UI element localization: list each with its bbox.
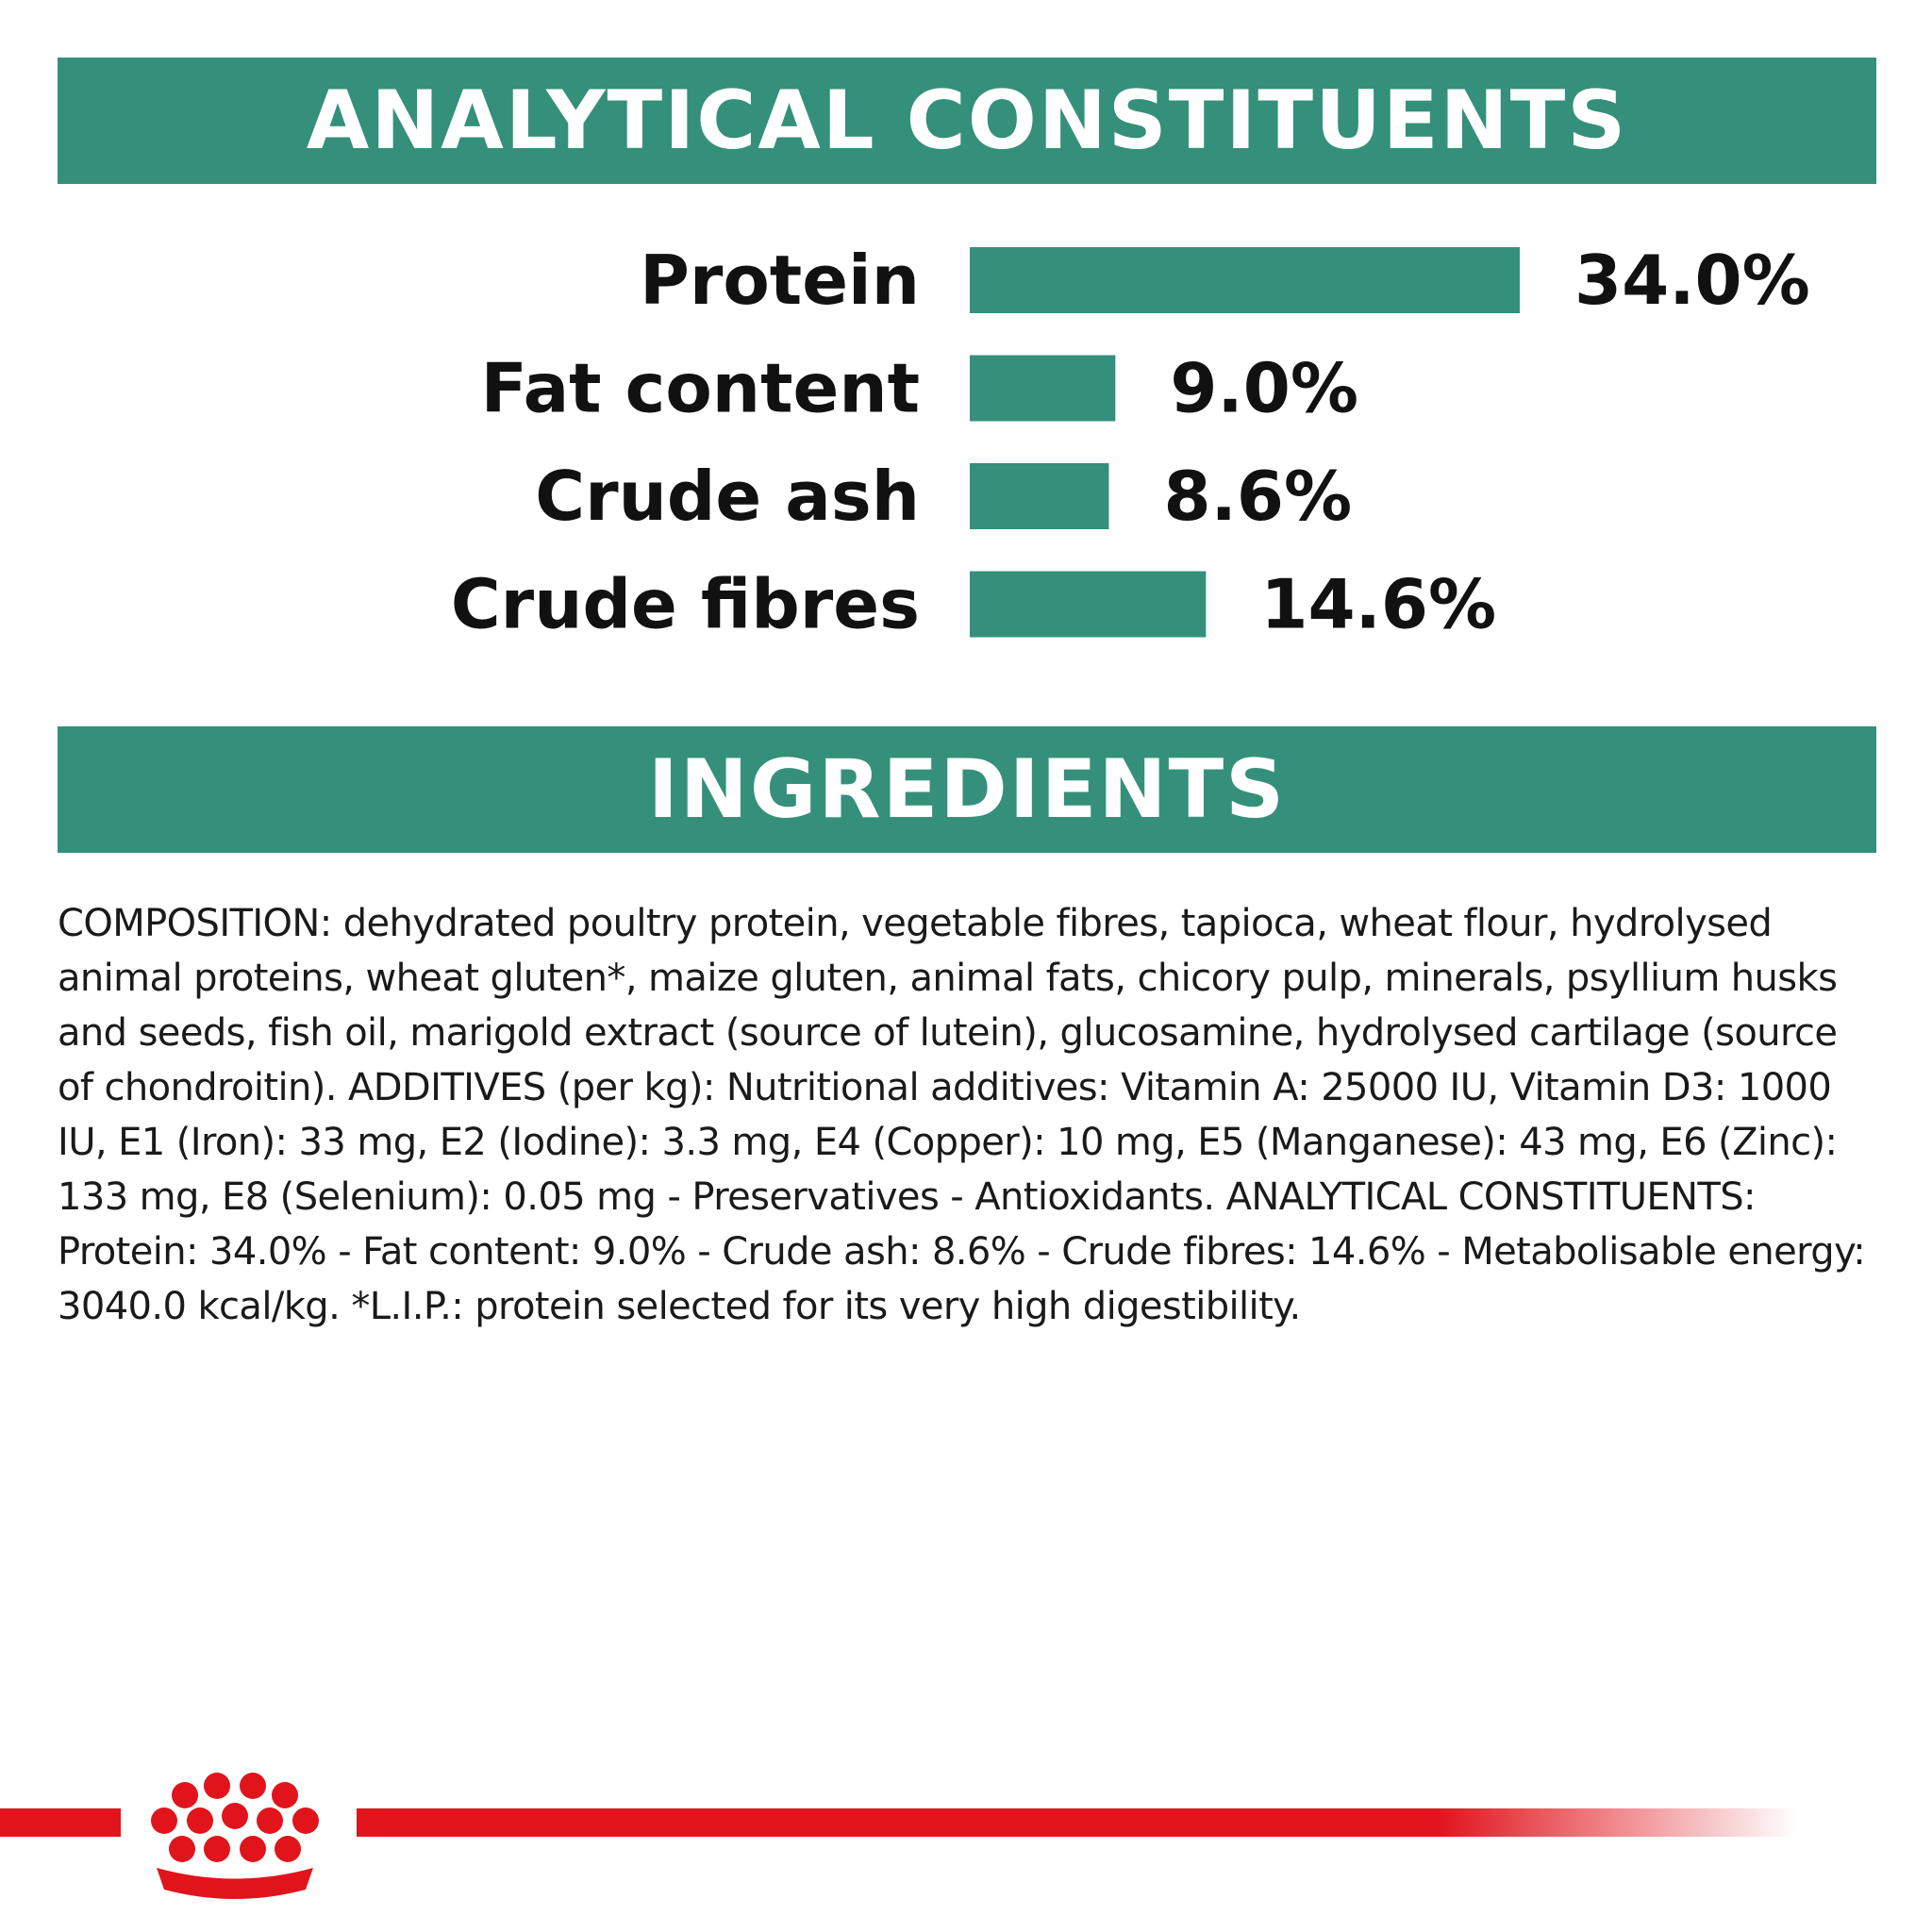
value-label-0: 34.0% — [1574, 241, 1810, 320]
category-label-2: Crude ash — [535, 457, 920, 536]
value-label-1: 9.0% — [1170, 348, 1359, 428]
analytical-constituents-chart — [0, 217, 1932, 670]
bar-3 — [970, 572, 1206, 638]
value-label-2: 8.6% — [1163, 457, 1353, 536]
ingredients-title: INGREDIENTS — [647, 742, 1287, 837]
crown-logo-icon — [121, 1762, 357, 1923]
category-label-0: Protein — [640, 241, 920, 320]
ingredients-header — [58, 726, 1876, 853]
analytical-constituents-header — [58, 58, 1876, 184]
value-label-3: 14.6% — [1260, 564, 1497, 644]
category-label-1: Fat content — [480, 348, 920, 428]
category-label-3: Crude fibres — [450, 564, 920, 644]
composition-text: COMPOSITION: dehydrated poultry protein, vegetable fibres, tapioca, wheat flour, hydrolysed animal proteins, wheat gluten*, maize gluten, animal fats, chicory pulp, minerals, psyllium husks and seeds, fish oil, marigold extract (source of lutein), glucosamine, hydrolysed cartilage (source of chondroitin). ADDITIVES (per kg): Nutritional additives: Vitamin A: 25000 IU, Vitamin D3: 1000 IU, E1 (Iron): 33 mg, E2 (Iodine): 3.3 mg, E4 (Copper): 10 mg, E5 (Manganese): 43 mg, E6 (Zinc): 133 mg, E8 (Selenium): 0.05 mg - Preservatives - Antioxidants. ANALYTICAL CONSTITUENTS: Protein: 34.0% - Fat content: 9.0% - Crude ash: 8.6% - Crude fibres: 14.6% - Metabolisable energy: 3040.0 kcal/kg. *L.I.P.: protein selected for its very high digestibility. — [58, 902, 1866, 1328]
bar-1 — [970, 356, 1115, 422]
bar-2 — [970, 463, 1108, 529]
analytical-constituents-title: ANALYTICAL CONSTITUENTS — [306, 74, 1628, 168]
bar-0 — [970, 247, 1520, 313]
